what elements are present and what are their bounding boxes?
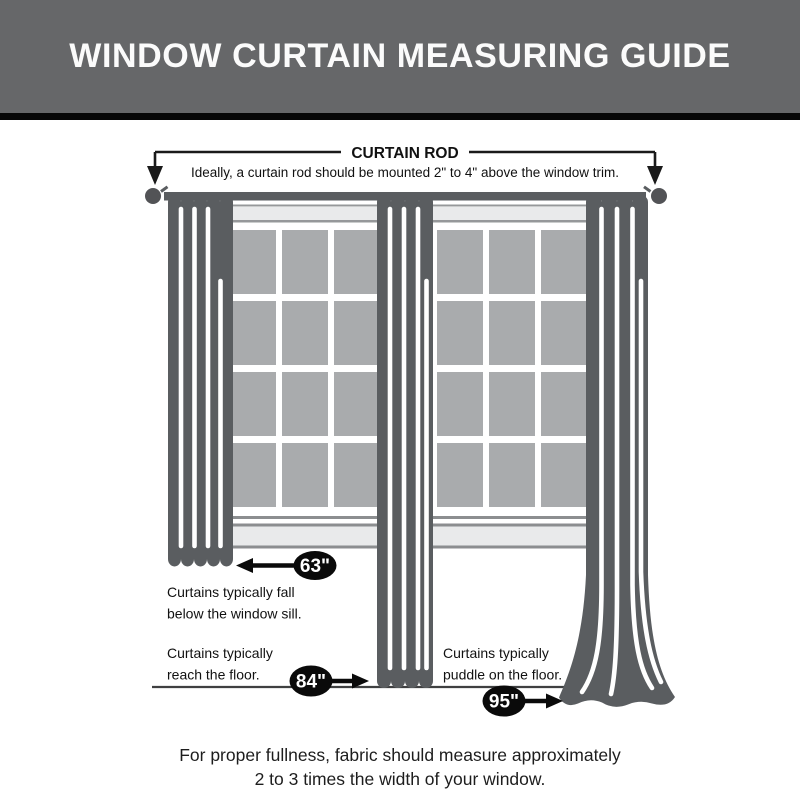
measurement-caption: reach the floor.: [167, 666, 260, 683]
head-casing-bottom-line: [228, 220, 648, 223]
footer-text: 2 to 3 times the width of your window.: [254, 769, 546, 789]
window-pane: [437, 372, 483, 436]
window-pane: [437, 443, 483, 507]
window-pane: [437, 301, 483, 365]
window-pane: [334, 230, 380, 294]
window-pane: [489, 372, 535, 436]
head-casing-top-line: [228, 205, 648, 207]
curtain-panel-below-sill: [168, 195, 233, 567]
window-pane: [541, 443, 587, 507]
window-pane: [489, 230, 535, 294]
rod-bar: [164, 192, 646, 201]
measurement-84: [167, 645, 369, 697]
window-pane: [282, 230, 328, 294]
window-pane: [282, 301, 328, 365]
sill-bottom-line: [228, 546, 648, 549]
measurement-caption: below the window sill.: [167, 605, 302, 622]
measurement-value: 63": [299, 556, 331, 577]
window-pane: [334, 443, 380, 507]
footer-text: For proper fullness, fabric should measure approximately: [179, 745, 621, 765]
window-pane: [541, 230, 587, 294]
measurement-caption: Curtains typically: [443, 645, 549, 661]
window-pane: [230, 372, 276, 436]
measurement-95: [443, 645, 563, 717]
window-pane: [230, 230, 276, 294]
window-pane: [541, 372, 587, 436]
rod-finial-left: [145, 188, 161, 204]
curtain-fabric: [168, 195, 233, 567]
left-arrow-icon: [236, 558, 253, 573]
window-pane: [437, 230, 483, 294]
rod-bracket-tick: [644, 187, 651, 192]
window-sill: [228, 527, 648, 546]
window-pane: [334, 372, 380, 436]
measurement-caption: Curtains typically fall: [167, 584, 295, 600]
head-casing: [228, 207, 648, 220]
sill-top-line: [228, 516, 648, 519]
sill-second-line: [228, 524, 648, 527]
down-arrow-icon: [647, 166, 663, 185]
rod-bracket-tick: [161, 187, 168, 192]
measurement-value: 84": [295, 671, 327, 693]
rod-finial-right: [651, 188, 667, 204]
window-pane: [489, 301, 535, 365]
measurement-caption: puddle on the floor.: [443, 666, 563, 683]
window-pane: [489, 443, 535, 507]
window-pane: [282, 372, 328, 436]
window-pane: [282, 443, 328, 507]
window: [228, 205, 648, 549]
fullness-note: [179, 745, 621, 789]
curtain-panel-floor-length: [377, 195, 433, 688]
rod-callout-description: Ideally, a curtain rod should be mounted 2" to 4" above the window trim.: [190, 165, 620, 180]
measurement-value: 95": [488, 691, 520, 713]
window-pane: [230, 443, 276, 507]
page-title: WINDOW CURTAIN MEASURING GUIDE: [69, 37, 731, 75]
measurement-caption: Curtains typically: [167, 645, 273, 661]
rod-callout: [147, 145, 663, 185]
window-pane: [541, 301, 587, 365]
window-pane: [230, 301, 276, 365]
rod-callout-label: CURTAIN ROD: [351, 145, 459, 162]
window-pane: [334, 301, 380, 365]
down-arrow-icon: [147, 166, 163, 185]
